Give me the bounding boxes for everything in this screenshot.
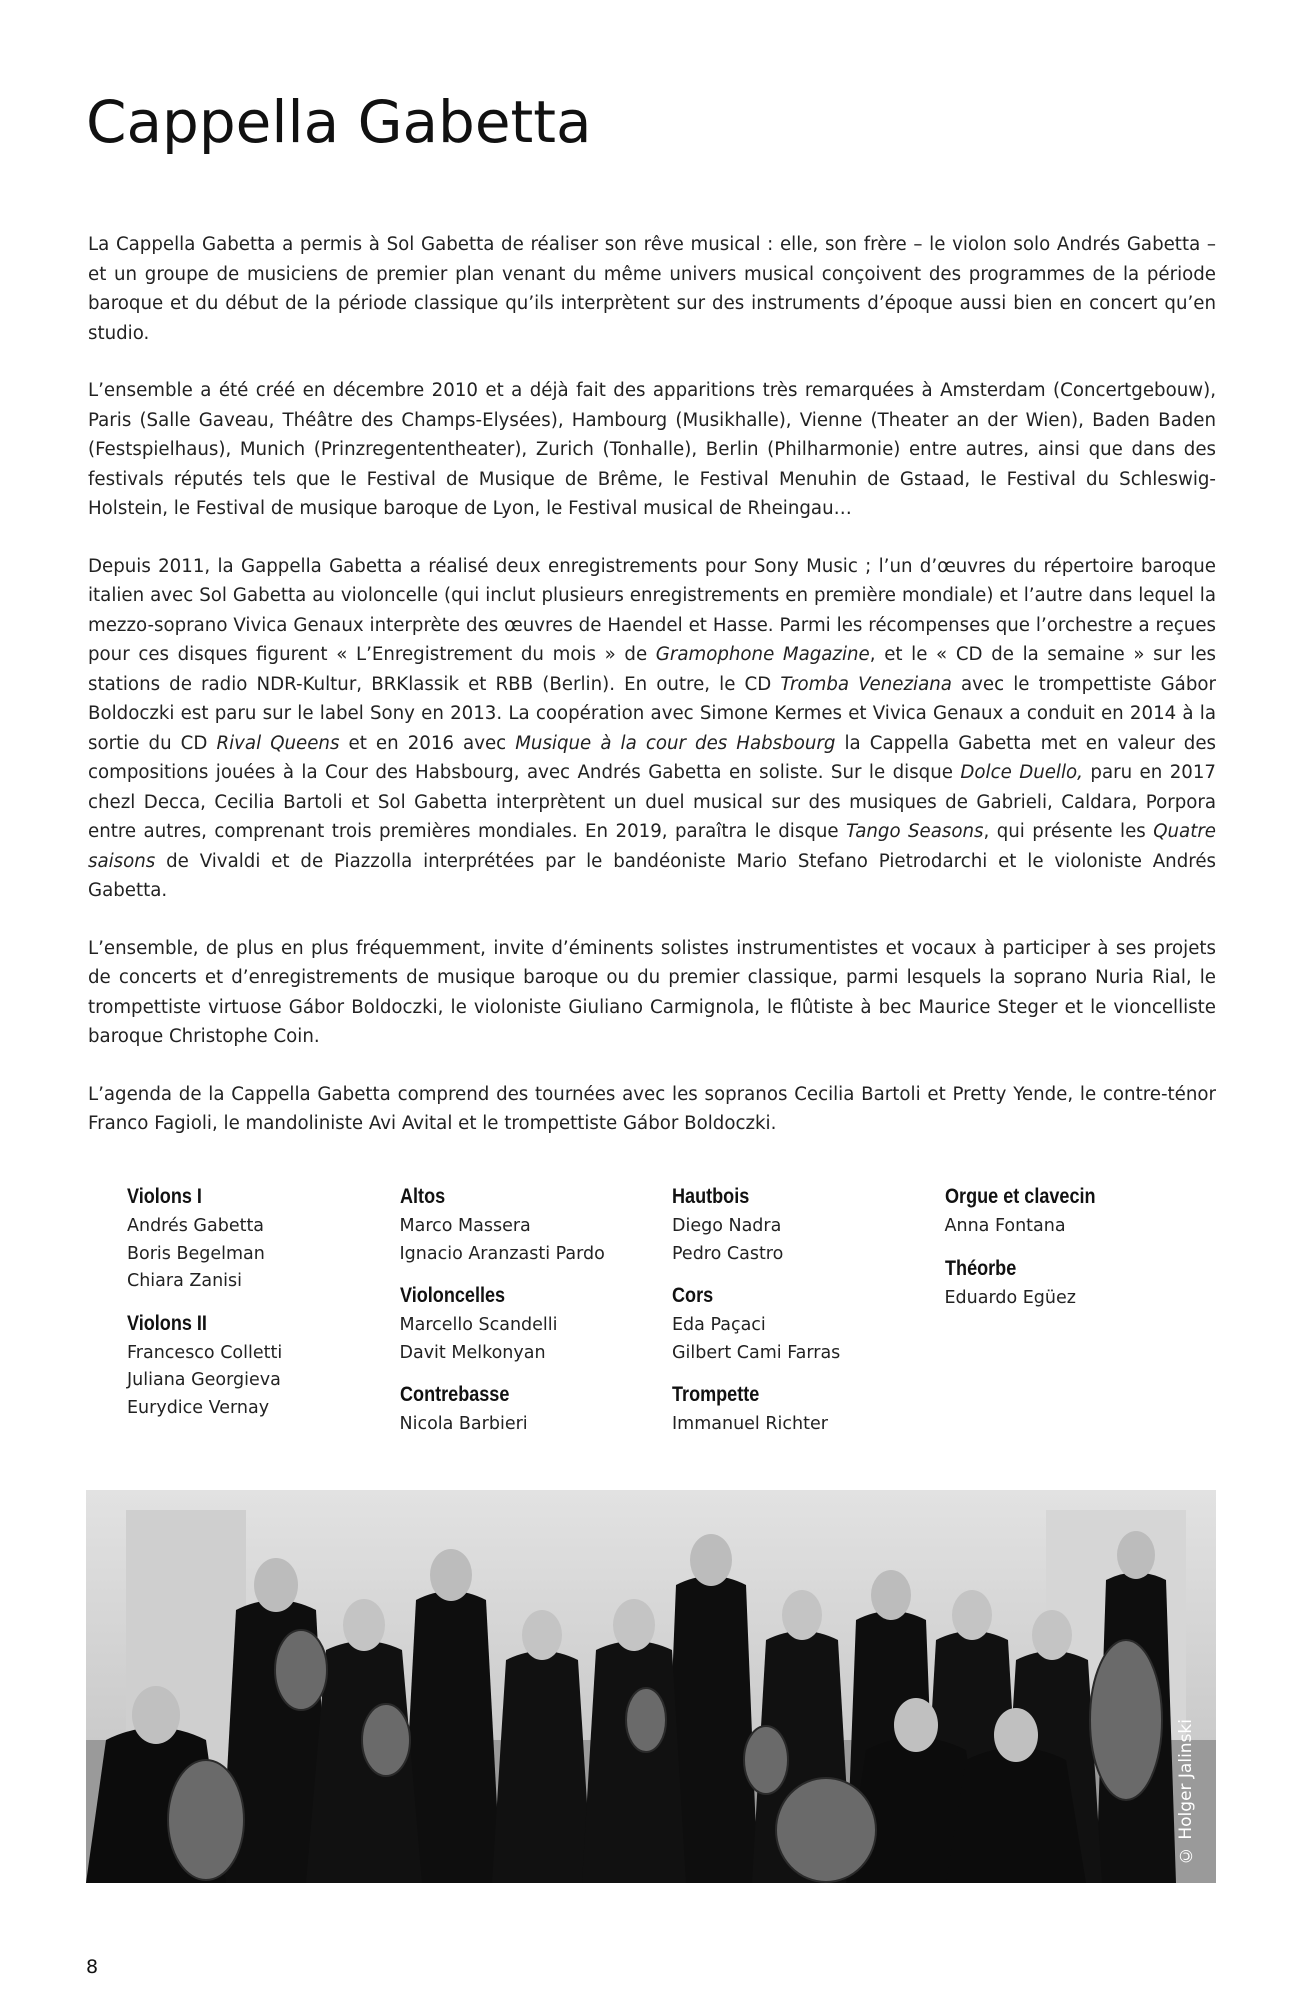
text-run: de Vivaldi et de Piazzolla interprétées par le bandéoniste Mario Stefano Pietrodarchi et le violoniste Andrés Gabetta. [88,850,1216,901]
photo-credit: © Holger Jalinski [1176,1718,1196,1865]
ensemble-roster [127,1185,1217,1455]
roster-column [945,1185,1218,1455]
paragraph: L’ensemble a été créé en décembre 2010 et a déjà fait des apparitions très remarquées à Amsterdam (Concertgebouw), Paris (Salle Gaveau, Théâtre des Champs-Elysées), Hambourg (Musikhalle), Vienne (Theater an der Wien), Baden Baden (Festspielhaus), Munich (Prinzregententheater), Zurich (Tonhalle), Berlin (Philharmonie) entre autres, ainsi que dans des festivals réputés tels que le Festival de Musique de Brême, le Festival Menuhin de Gstaad, le Festival du Schleswig-Holstein, le Festival de musique baroque de Lyon, le Festival musical de Rheingau… [88,380,1216,519]
member-name: Juliana Georgieva [127,1370,281,1390]
member-name: Boris Begelman [127,1243,265,1264]
member-name: Gilbert Cami Farras [672,1342,841,1363]
member-name: Diego Nadra [672,1216,782,1236]
text-run: la Cappella Gabetta met en valeur des compositions jouées à la Cour des Habsbourg, avec Andrés Gabetta en soliste. Sur le disque [88,732,1217,783]
italic-title: Rival Queens [216,732,340,754]
member-name: Nicola Barbieri [399,1414,528,1434]
italic-title: Quatre saisons [88,821,1216,872]
section-heading: Trompette [672,1383,760,1406]
roster-group [400,1284,673,1367]
member-name: Marcello Scandelli [399,1315,558,1335]
italic-title: Gramophone Magazine [655,644,870,665]
italic-title: Tango Seasons [846,821,984,842]
page-title: Cappella Gabetta [86,88,592,156]
page-number: 8 [86,1956,99,1978]
text-run: Depuis 2011, la Gappella Gabetta a réalisé deux enregistrements pour Sony Music ; l’un d’œuvres du répertoire baroque italien avec Sol Gabetta au violoncelle (qui inclut plusieurs enregistrements en première mondiale) et l’autre dans lequel la mezzo-soprano Vivica Genaux interprète des œuvres de Haendel et Hasse. Parmi les récompenses que l’orchestre a reçues pour ces disques figurent « L’Enregistrement du mois » de [88,555,1216,665]
section-heading: Contrebasse [399,1383,509,1406]
section-heading: Violons I [127,1185,202,1208]
roster-group [127,1185,400,1296]
text-run: , et le « CD de la semaine » sur les stations de radio NDR-Kultur, BRKlassik et RBB (Berlin). En outre, le CD [88,644,1217,695]
text-run: et en 2016 avec [339,732,516,754]
section-heading: Orgue et clavecin [944,1185,1096,1208]
text-run: , qui présente les [983,821,1154,842]
member-name: Immanuel Richter [672,1414,828,1434]
paragraph: L’ensemble, de plus en plus fréquemment, invite d’éminents solistes instrumentistes et vocaux à participer à ses projets de concerts et d’enregistrements de musique baroque ou du premier classique, parmi lesquels la soprano Nuria Rial, le trompettiste virtuose Gábor Boldoczki, le violoniste Giuliano Carmignola, le flûtiste à bec Maurice Steger et le vioncelliste baroque Christophe Coin. [88,937,1216,1047]
roster-group [672,1185,945,1268]
section-heading: Théorbe [944,1256,1016,1280]
member-name: Pedro Castro [672,1243,784,1264]
member-name: Anna Fontana [944,1216,1066,1236]
roster-group [127,1312,400,1423]
member-name: Ignacio Aranzasti Pardo [399,1243,605,1264]
section-heading: Altos [399,1185,445,1208]
member-name: Eurydice Vernay [127,1397,270,1418]
member-name: Francesco Colletti [127,1342,283,1363]
roster-group [945,1185,1218,1241]
roster-group [672,1383,945,1439]
section-heading: Violons II [127,1311,207,1335]
ensemble-photo-illustration [86,1490,1216,1883]
roster-column [672,1185,945,1455]
section-heading: Hautbois [672,1185,750,1208]
text-run: avec le trompettiste Gábor Boldoczki est paru sur le label Sony en 2013. La coopération avec Simone Kermes et Vivica Genaux a conduit en 2014 à la sortie du CD [88,673,1216,754]
member-name: Davit Melkonyan [399,1342,546,1363]
paragraph: La Cappella Gabetta a permis à Sol Gabetta de réaliser son rêve musical : elle, son frère – le violon solo Andrés Gabetta – et un groupe de musiciens de premier plan venant du même univers musical conçoivent des programmes de la période baroque et du début de la période classique qu’ils interprètent sur des instruments d’époque aussi bien en concert qu’en studio. [88,234,1216,344]
member-name: Marco Massera [399,1216,531,1236]
paragraph: L’agenda de la Cappella Gabetta comprend des tournées avec les sopranos Cecilia Bartoli et Pretty Yende, le contre-ténor Franco Fagioli, le mandoliniste Avi Avital et le trompettiste Gábor Boldoczki. [88,1083,1216,1134]
italic-title: Musique à la cour des Habsbourg [515,732,836,754]
roster-group [400,1185,673,1268]
article-body [88,230,1216,1167]
section-heading: Violoncelles [399,1284,505,1307]
roster-column [127,1185,400,1455]
roster-group [672,1284,945,1367]
paragraph [88,552,1216,906]
italic-title: Dolce Duello, [960,762,1083,783]
roster-group [400,1383,673,1439]
member-name: Andrés Gabetta [127,1216,265,1236]
section-heading: Cors [672,1284,714,1307]
roster-column [400,1185,673,1455]
member-name: Eduardo Egüez [944,1287,1076,1308]
member-name: Eda Paçaci [672,1315,766,1335]
member-name: Chiara Zanisi [127,1271,243,1291]
ensemble-photo [86,1490,1216,1883]
italic-title: Tromba Veneziana [780,673,952,695]
roster-group [945,1257,1218,1313]
text-run: paru en 2017 chezl Decca, Cecilia Bartoli et Sol Gabetta interprètent un duel musical sur des musiques de Gabrieli, Caldara, Porpora entre autres, comprenant trois premières mondiales. En 2019, paraîtra le disque [88,762,1216,842]
